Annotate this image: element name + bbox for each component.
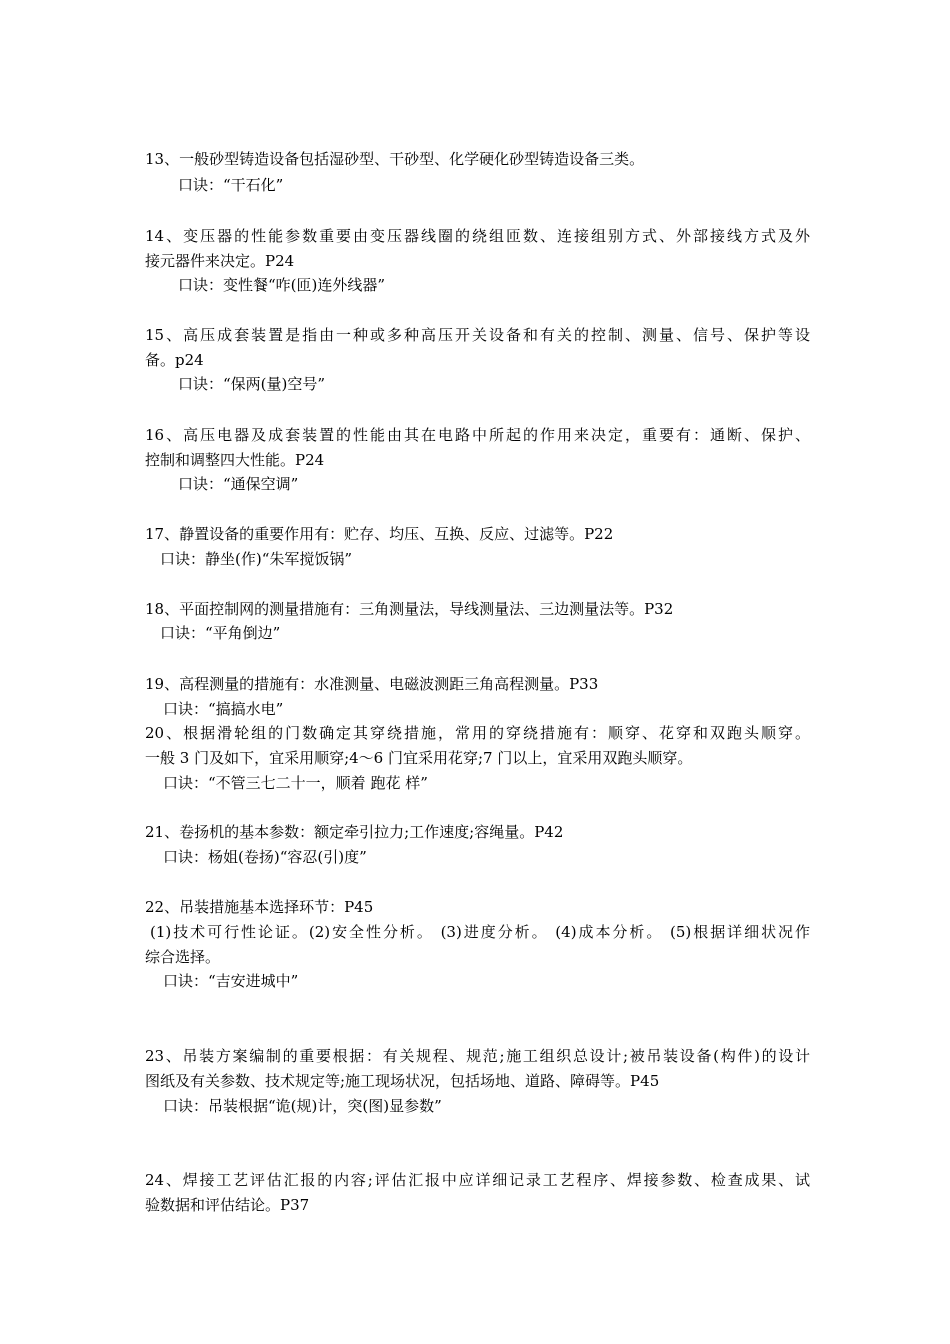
item-16-line-2: 控制和调整四大性能。P24 bbox=[145, 451, 325, 469]
item-17-line-1: 17、静置设备的重要作用有：贮存、均压、互换、反应、过滤等。P22 bbox=[145, 525, 614, 543]
item-23-line-2: 图纸及有关参数、技术规定等;施工现场状况，包括场地、道路、障碍等。P45 bbox=[145, 1072, 660, 1090]
item-22-line-1: 22、吊装措施基本选择环节：P45 bbox=[145, 898, 374, 916]
item-22-mnemonic: 口诀：“吉安进城中” bbox=[163, 972, 299, 990]
item-18-mnemonic: 口诀：“平角倒边” bbox=[160, 624, 281, 642]
item-21-line-1: 21、卷扬机的基本参数：额定牵引拉力;工作速度;容绳量。P42 bbox=[145, 823, 564, 841]
item-20-line-2: 一般 3 门及如下，宜采用顺穿;4～6 门宜采用花穿;7 门以上，宜采用双跑头顺穿。 bbox=[145, 749, 693, 767]
item-15-line-2: 备。p24 bbox=[145, 351, 204, 369]
item-19-line-1: 19、高程测量的措施有：水准测量、电磁波测距三角高程测量。P33 bbox=[145, 675, 599, 693]
item-16-line-1: 16、高压电器及成套装置的性能由其在电路中所起的作用来决定，重要有：通断、保护、 bbox=[145, 426, 810, 444]
item-14-mnemonic: 口诀：变性餐“咋(匝)连外线器” bbox=[178, 276, 386, 294]
item-15-line-1: 15、高压成套装置是指由一种或多种高压开关设备和有关的控制、测量、信号、保护等设 bbox=[145, 326, 810, 344]
item-23-mnemonic: 口诀：吊装根据“诡(规)计，突(图)显参数” bbox=[163, 1097, 442, 1115]
item-13-line-1: 13、一般砂型铸造设备包括湿砂型、干砂型、化学硬化砂型铸造设备三类。 bbox=[145, 150, 645, 168]
item-13-mnemonic: 口诀：“干石化” bbox=[178, 176, 284, 194]
item-21-mnemonic: 口诀：杨姐(卷扬)“容忍(引)度” bbox=[163, 848, 367, 866]
item-18-line-1: 18、平面控制网的测量措施有：三角测量法，导线测量法、三边测量法等。P32 bbox=[145, 600, 674, 618]
item-24-line-1: 24、焊接工艺评估汇报的内容;评估汇报中应详细记录工艺程序、焊接参数、检查成果、试 bbox=[145, 1171, 810, 1189]
item-24-line-2: 验数据和评估结论。P37 bbox=[145, 1196, 310, 1214]
item-16-mnemonic: 口诀：“通保空调” bbox=[178, 475, 299, 493]
item-22-line-2: (1)技术可行性论证。(2)安全性分析。 (3)进度分析。 (4)成本分析。 (5)根据详细状况作 bbox=[150, 923, 810, 941]
item-20-mnemonic: 口诀：“不管三七二十一，顺着 跑花 样” bbox=[163, 774, 428, 792]
item-22-line-3: 综合选择。 bbox=[145, 948, 221, 966]
item-17-mnemonic: 口诀：静坐(作)“朱军搅饭锅” bbox=[160, 550, 353, 568]
item-14-line-1: 14、变压器的性能参数重要由变压器线圈的绕组匝数、连接组别方式、外部接线方式及外 bbox=[145, 227, 810, 245]
item-19-mnemonic: 口诀：“搞搞水电” bbox=[163, 700, 284, 718]
item-14-line-2: 接元器件来决定。P24 bbox=[145, 252, 295, 270]
item-23-line-1: 23、吊装方案编制的重要根据：有关规程、规范;施工组织总设计;被吊装设备(构件)的设计 bbox=[145, 1047, 810, 1065]
item-20-line-1: 20、根据滑轮组的门数确定其穿绕措施，常用的穿绕措施有：顺穿、花穿和双跑头顺穿。 bbox=[145, 724, 810, 742]
item-15-mnemonic: 口诀：“保两(量)空号” bbox=[178, 375, 326, 393]
